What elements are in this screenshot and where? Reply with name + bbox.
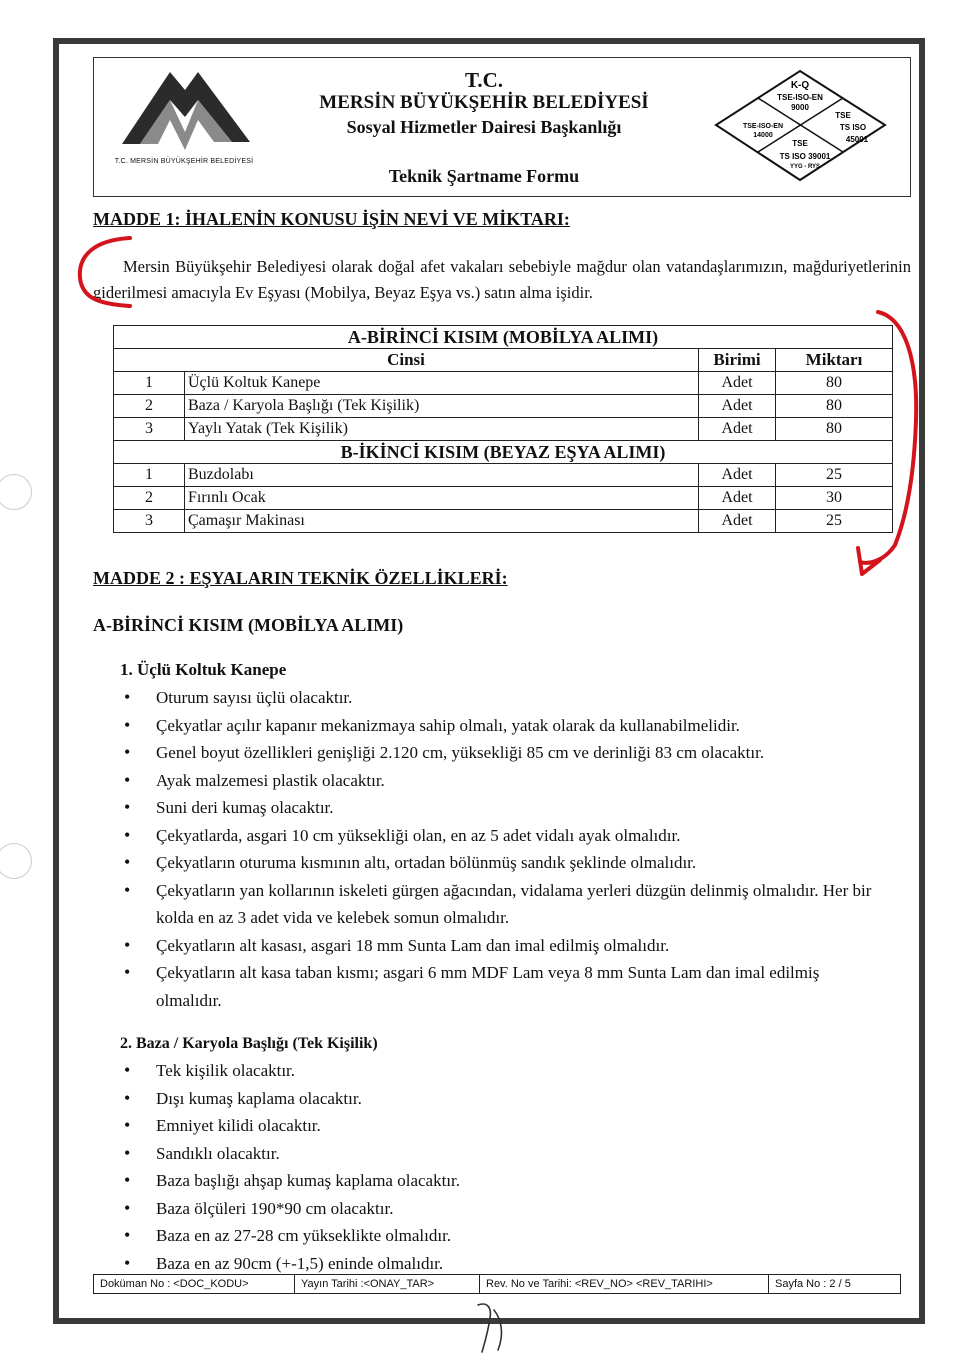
list-item: • Çekyatların alt kasası, asgari 18 mm Sunta Lam dan imal edilmiş olmalıdır.: [120, 932, 880, 960]
section-a-title: A-BİRİNCİ KISIM (MOBİLYA ALIMI): [114, 326, 893, 349]
col-cinsi: Cinsi: [114, 349, 699, 372]
footer-publish-date: Yayın Tarihi :<ONAY_TAR>: [295, 1275, 480, 1293]
list-item: • Çekyatların yan kollarının iskeleti gürgen ağacından, vidalama yerleri düzgün delinmiş olmalıdır. Her bir kolda en az 3 adet vida ve kelebek somun olmalıdır.: [120, 877, 880, 932]
punch-hole-top: [0, 474, 32, 510]
row-name: Fırınlı Ocak: [185, 487, 699, 510]
list-item: • Genel boyut özellikleri genişliği 2.120 cm, yüksekliği 85 cm ve derinliği 83 cm olacaktır.: [120, 739, 880, 767]
footer-bar: [93, 1274, 901, 1294]
row-unit: Adet: [699, 418, 776, 441]
list-item: • Baza başlığı ahşap kumaş kaplama olacaktır.: [120, 1167, 880, 1195]
footer-revision: Rev. No ve Tarihi: <REV_NO> <REV_TARIHI>: [480, 1275, 769, 1293]
cert-line9: TS ISO 39001: [779, 152, 831, 161]
table-row: [114, 510, 893, 533]
section-a-subheading: A-BİRİNCİ KISIM (MOBİLYA ALIMI): [93, 615, 404, 635]
cert-line2: 9000: [791, 103, 809, 112]
cert-line4: 14000: [753, 132, 773, 139]
row-unit: Adet: [699, 510, 776, 533]
certification-logo: [713, 68, 888, 183]
madde1-body: Mersin Büyükşehir Belediyesi olarak doğal afet vakaları sebebiyle mağdur olan vatandaşlarımızın, mağduriyetlerinin giderilmesi amacıyla Ev Eşyası (Mobilya, Beyaz Eşya vs.) satın alma işidir.: [93, 257, 911, 302]
row-no: 3: [114, 510, 185, 533]
list-item: • Ayak malzemesi plastik olacaktır.: [120, 767, 880, 795]
header-org: MERSİN BÜYÜKŞEHİR BELEDİYESİ: [319, 92, 649, 113]
row-no: 1: [114, 372, 185, 395]
list-item: • Emniyet kilidi olacaktır.: [120, 1112, 880, 1140]
list-item: • Baza ölçüleri 190*90 cm olacaktır.: [120, 1195, 880, 1223]
row-no: 2: [114, 487, 185, 510]
list-item: • Tek kişilik olacaktır.: [120, 1057, 880, 1085]
cert-line3: TSE-ISO-EN: [742, 123, 784, 130]
header-tc: T.C.: [464, 68, 504, 92]
row-qty: 80: [776, 418, 893, 441]
list-item: • Sandıklı olacaktır.: [120, 1140, 880, 1168]
list-item: • Oturum sayısı üçlü olacaktır.: [120, 684, 880, 712]
item1-bullets: [120, 684, 880, 1014]
items-table: [113, 325, 893, 533]
row-name: Üçlü Koltuk Kanepe: [185, 372, 699, 395]
row-no: 1: [114, 464, 185, 487]
table-row: [114, 464, 893, 487]
cert-line6: TS ISO: [839, 123, 867, 132]
row-name: Buzdolabı: [185, 464, 699, 487]
list-item: • Suni deri kumaş olacaktır.: [120, 794, 880, 822]
table-row: [114, 372, 893, 395]
row-unit: Adet: [699, 372, 776, 395]
cert-line1: TSE-ISO-EN: [777, 93, 823, 102]
table-row: [114, 395, 893, 418]
cert-line8: TSE: [792, 139, 808, 148]
madde1-heading: MADDE 1: İHALENİN KONUSU İŞİN NEVİ VE MİKTARI:: [93, 209, 570, 229]
list-item: • Çekyatların oturuma kısmının altı, ortadan bölünmüş sandık şeklinde olmalıdır.: [120, 849, 880, 877]
form-title: Teknik Şartname Formu: [388, 166, 580, 186]
list-item: • Çekyatlar açılır kapanır mekanizmaya sahip olmalı, yatak olarak da kullanabilmelidir.: [120, 712, 880, 740]
header-dept: Sosyal Hizmetler Dairesi Başkanlığı: [346, 117, 622, 137]
section-b-title: B-İKİNCİ KISIM (BEYAZ EŞYA ALIMI): [114, 441, 893, 464]
row-unit: Adet: [699, 464, 776, 487]
row-qty: 25: [776, 510, 893, 533]
row-unit: Adet: [699, 487, 776, 510]
cert-line7: 45001: [845, 135, 869, 144]
madde1-text: [93, 254, 911, 306]
cert-kq: K-Q: [790, 80, 810, 91]
list-item: • Çekyatlarda, asgari 10 cm yüksekliği olan, en az 5 adet vidalı ayak olmalıdır.: [120, 822, 880, 850]
row-qty: 80: [776, 395, 893, 418]
logo-caption: T.C. MERSİN BÜYÜKŞEHİR BELEDİYESİ: [114, 158, 254, 165]
list-item: • Baza en az 27-28 cm yükseklikte olmalıdır.: [120, 1222, 880, 1250]
item2-bullets: [120, 1057, 880, 1277]
table-row: [114, 418, 893, 441]
row-unit: Adet: [699, 395, 776, 418]
row-name: Baza / Karyola Başlığı (Tek Kişilik): [185, 395, 699, 418]
row-qty: 25: [776, 464, 893, 487]
table-row: [114, 487, 893, 510]
list-item: • Çekyatların alt kasa taban kısmı; asgari 6 mm MDF Lam veya 8 mm Sunta Lam dan imal edilmiş olmalıdır.: [120, 959, 880, 1014]
row-no: 2: [114, 395, 185, 418]
row-name: Yaylı Yatak (Tek Kişilik): [185, 418, 699, 441]
col-birimi: Birimi: [699, 349, 776, 372]
cert-line10: YYG - RYS: [789, 164, 821, 170]
footer-page-number: Sayfa No : 2 / 5: [775, 1278, 851, 1290]
col-miktari: Miktarı: [776, 349, 893, 372]
row-qty: 80: [776, 372, 893, 395]
item2-title: 2. Baza / Karyola Başlığı (Tek Kişilik): [120, 1035, 378, 1052]
footer-doc-no: Doküman No : <DOC_KODU>: [94, 1275, 295, 1293]
punch-hole-bottom: [0, 843, 32, 879]
row-name: Çamaşır Makinası: [185, 510, 699, 533]
row-qty: 30: [776, 487, 893, 510]
madde2-heading: MADDE 2 : EŞYALARIN TEKNİK ÖZELLİKLERİ:: [93, 568, 508, 588]
list-item: • Dışı kumaş kaplama olacaktır.: [120, 1085, 880, 1113]
cert-line5: TSE: [835, 111, 851, 120]
item1-title: 1. Üçlü Koltuk Kanepe: [120, 660, 287, 679]
list-item: • Baza en az 90cm (+-1,5) eninde olmalıdır.: [120, 1250, 880, 1278]
row-no: 3: [114, 418, 185, 441]
